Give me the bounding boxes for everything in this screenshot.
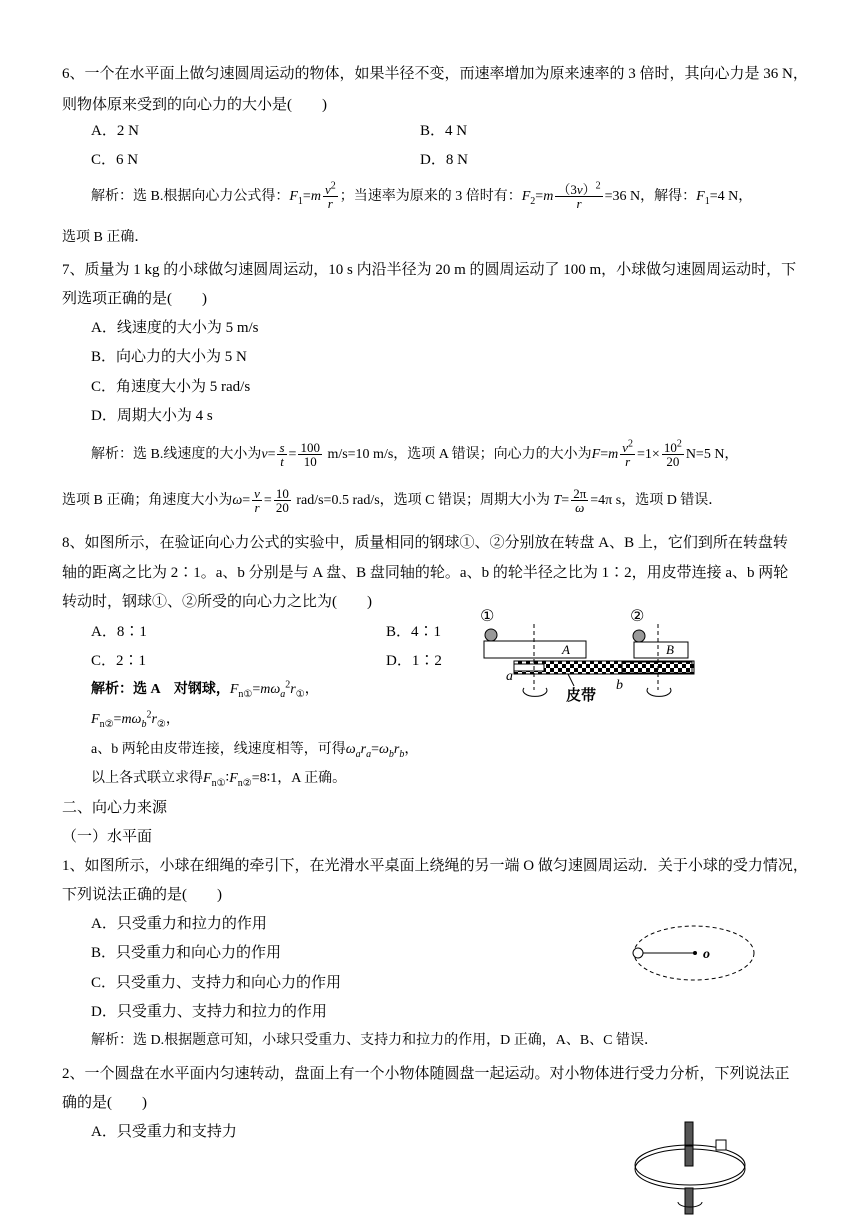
q8-analysis-line1: 解析：选 A 对钢球，$F_{n①}=m\omega_a^2r_①$， — [91, 679, 319, 700]
center-label: o — [703, 947, 710, 962]
q8-option-d: D．1∶2 — [386, 653, 442, 669]
fraction: $\frac{2\pi}{\omega}$ — [573, 486, 587, 516]
q7-stem-line2: 列选项正确的是( ) — [62, 291, 207, 307]
q2-stem-line1: 2、一个圆盘在水平面内匀速转动，盘面上有一个小物体随圆盘一起运动。对小物体进行受力分析，下列说法正 — [62, 1066, 790, 1082]
q7-analysis-line1: 解析：选 B.线速度的大小为v= $\frac{s}{t}$ = $\frac{100}{10}$ m/s=10 m/s，选项 A 错误；向心力的大小为F=m $\frac{v^2}{r}$ =1× $\frac{10^2}{20}$ N=5 N， — [91, 438, 739, 470]
q1-option-c: C．只受重力、支持力和向心力的作用 — [91, 975, 342, 991]
fraction: $\frac{v}{r}$ — [254, 486, 260, 516]
steel-ball-2 — [633, 630, 645, 642]
q7-analysis2-prefix: 选项 B 正确；角速度大小为 — [62, 493, 233, 508]
q2-stem-line2: 确的是( ) — [62, 1095, 147, 1111]
rotation-arrow-a — [523, 688, 547, 696]
shaft-lower — [685, 1188, 693, 1214]
q7-analysis-line2: 选项 B 正确；角速度大小为ω= $\frac{v}{r}$ = $\frac{10}{20}$ rad/s=0.5 rad/s，选项 C 错误；周期大小为 T= $\frac{2\pi}{\omega}$ =4π s，选项 D 错误． — [62, 486, 723, 516]
section-title: 二、向心力来源 — [62, 800, 168, 816]
q1-option-d: D．只受重力、支持力和拉力的作用 — [91, 1004, 327, 1020]
fraction: $\frac{10^2}{20}$ — [663, 438, 682, 470]
fraction: $\frac{(3v)^2}{r}$ — [557, 180, 601, 212]
q1-option-a: A．只受重力和拉力的作用 — [91, 916, 267, 932]
q6-analysis-mid: ；当速率为原来的 3 倍时有： — [339, 189, 522, 204]
disk-a-label: A — [562, 642, 570, 657]
q1-stem-line2: 下列说法正确的是( ) — [62, 887, 222, 903]
q8-analysis4-text: 以上各式联立求得 — [91, 771, 203, 786]
center-point — [693, 951, 697, 955]
q6-option-b: B．4 N — [420, 123, 468, 139]
q7-option-d: D．周期大小为 4 s — [91, 408, 213, 424]
q7-analysis-prefix: 解析：选 B.线速度的大小为 — [91, 447, 262, 462]
q6-stem-line1: 6、一个在水平面上做匀速圆周运动的物体，如果半径不变，而速率增加为原来速率的 3 倍时，其向心力是 36 N， — [62, 66, 808, 82]
disk-b — [634, 642, 688, 658]
ball — [633, 948, 643, 958]
q7-stem-line1: 7、质量为 1 kg 的小球做匀速圆周运动，10 s 内沿半径为 20 m 的圆周运动了 100 m，小球做匀速圆周运动时，下 — [62, 262, 797, 278]
q6-analysis-end: 选项 B 正确． — [62, 230, 149, 245]
q6-analysis: 解析：选 B.根据向心力公式得：$F_1=m$ $\frac{v^2}{r}$ ；当速率为原来的 3 倍时有：$F_2=m$ $\frac{(3v)^2}{r}$ =36 N，解得：$F_1=4$ N， — [91, 180, 753, 212]
q8-option-c: C．2∶1 — [91, 653, 147, 669]
q7-option-c: C．角速度大小为 5 rad/s — [91, 379, 251, 395]
q8-stem-line2: 轴的距离之比为 2∶1。a、b 分别是与 A 盘、B 盘同轴的轮。a、b 的轮半径之比为 1∶2，用皮带连接 a、b 两轮 — [62, 565, 789, 581]
q8-stem-line1: 8、如图所示，在验证向心力公式的实验中，质量相同的钢球①、②分别放在转盘 A、B 上，它们到所在转盘转 — [62, 535, 788, 551]
q6-analysis-tail: =36 N，解得： — [604, 189, 697, 204]
q1-option-b: B．只受重力和向心力的作用 — [91, 945, 282, 961]
q8-analysis-line2: $F_{n②}=m\omega_b^2r_②$， — [91, 709, 180, 730]
ball1-label: ① — [480, 606, 495, 625]
q8-analysis-line3: a、b 两轮由皮带连接，线速度相等，可得$\omega_ar_a=\omega_br_b$， — [91, 742, 419, 760]
q2-option-a: A．只受重力和支持力 — [91, 1124, 237, 1140]
pulley-belt-figure — [470, 604, 702, 708]
disk-b-label: B — [666, 642, 674, 657]
fraction: $\frac{s}{t}$ — [279, 440, 285, 470]
q8-option-b: B．4∶1 — [386, 624, 442, 640]
q6-analysis-prefix: 解析：选 B.根据向心力公式得： — [91, 189, 290, 204]
q8-analysis3-text: a、b 两轮由皮带连接，线速度相等，可得 — [91, 742, 346, 757]
q7-option-b: B．向心力的大小为 5 N — [91, 349, 247, 365]
fraction: $\frac{10}{20}$ — [275, 486, 289, 516]
belt-label: 皮带 — [566, 686, 597, 704]
q8-option-a: A．8∶1 — [91, 624, 147, 640]
q6-stem-line2: 则物体原来受到的向心力的大小是( ) — [62, 97, 327, 113]
circular-motion-figure — [630, 922, 758, 984]
steel-ball-1 — [485, 629, 497, 641]
ball2-label: ② — [630, 606, 645, 625]
wheel-b-label: b — [616, 678, 623, 693]
q7-analysis-mid1: m/s=10 m/s，选项 A 错误；向心力的大小为 — [327, 447, 592, 462]
q6-option-d: D．8 N — [420, 152, 468, 168]
q6-option-a: A．2 N — [91, 123, 139, 139]
q8-analysis-prefix: 解析：选 A 对钢球， — [91, 682, 230, 697]
rotating-disk-figure — [630, 1118, 756, 1216]
section-subtitle: （一）水平面 — [62, 829, 153, 845]
shaft-top — [685, 1146, 693, 1166]
fraction: $\frac{v^2}{r}$ — [622, 438, 634, 470]
q8-stem-line3: 转动时，钢球①、②所受的向心力之比为( ) — [62, 594, 372, 610]
q1-analysis: 解析：选 D.根据题意可知，小球只受重力、支持力和拉力的作用，D 正确，A、B、C 错误． — [91, 1033, 659, 1048]
q8-analysis4-end: =8∶1，A 正确。 — [251, 771, 347, 786]
fraction: $\frac{100}{10}$ — [300, 440, 320, 470]
q8-analysis-line4: 以上各式联立求得$F_{n①}∶F_{n②}=8∶1$，A 正确。 — [91, 771, 347, 789]
q7-option-a: A．线速度的大小为 5 m/s — [91, 320, 259, 336]
belt-pointer — [568, 674, 574, 686]
q7-analysis2-mid: rad/s=0.5 rad/s，选项 C 错误；周期大小为 — [296, 493, 550, 508]
wheel-a-label: a — [506, 669, 513, 684]
disk-a — [484, 641, 586, 658]
q7-analysis2-end: =4π s，选项 D 错误． — [590, 493, 723, 508]
small-object — [716, 1140, 726, 1150]
wheel-a — [514, 664, 544, 671]
q6-option-c: C．6 N — [91, 152, 139, 168]
fraction: $\frac{v^2}{r}$ — [324, 180, 336, 212]
q1-stem-line1: 1、如图所示，小球在细绳的牵引下，在光滑水平桌面上绕绳的另一端 O 做匀速圆周运动．关于小球的受力情况， — [62, 858, 808, 874]
rotation-arrow-b — [647, 688, 671, 696]
q7-analysis-mid2: N=5 N， — [685, 447, 739, 462]
